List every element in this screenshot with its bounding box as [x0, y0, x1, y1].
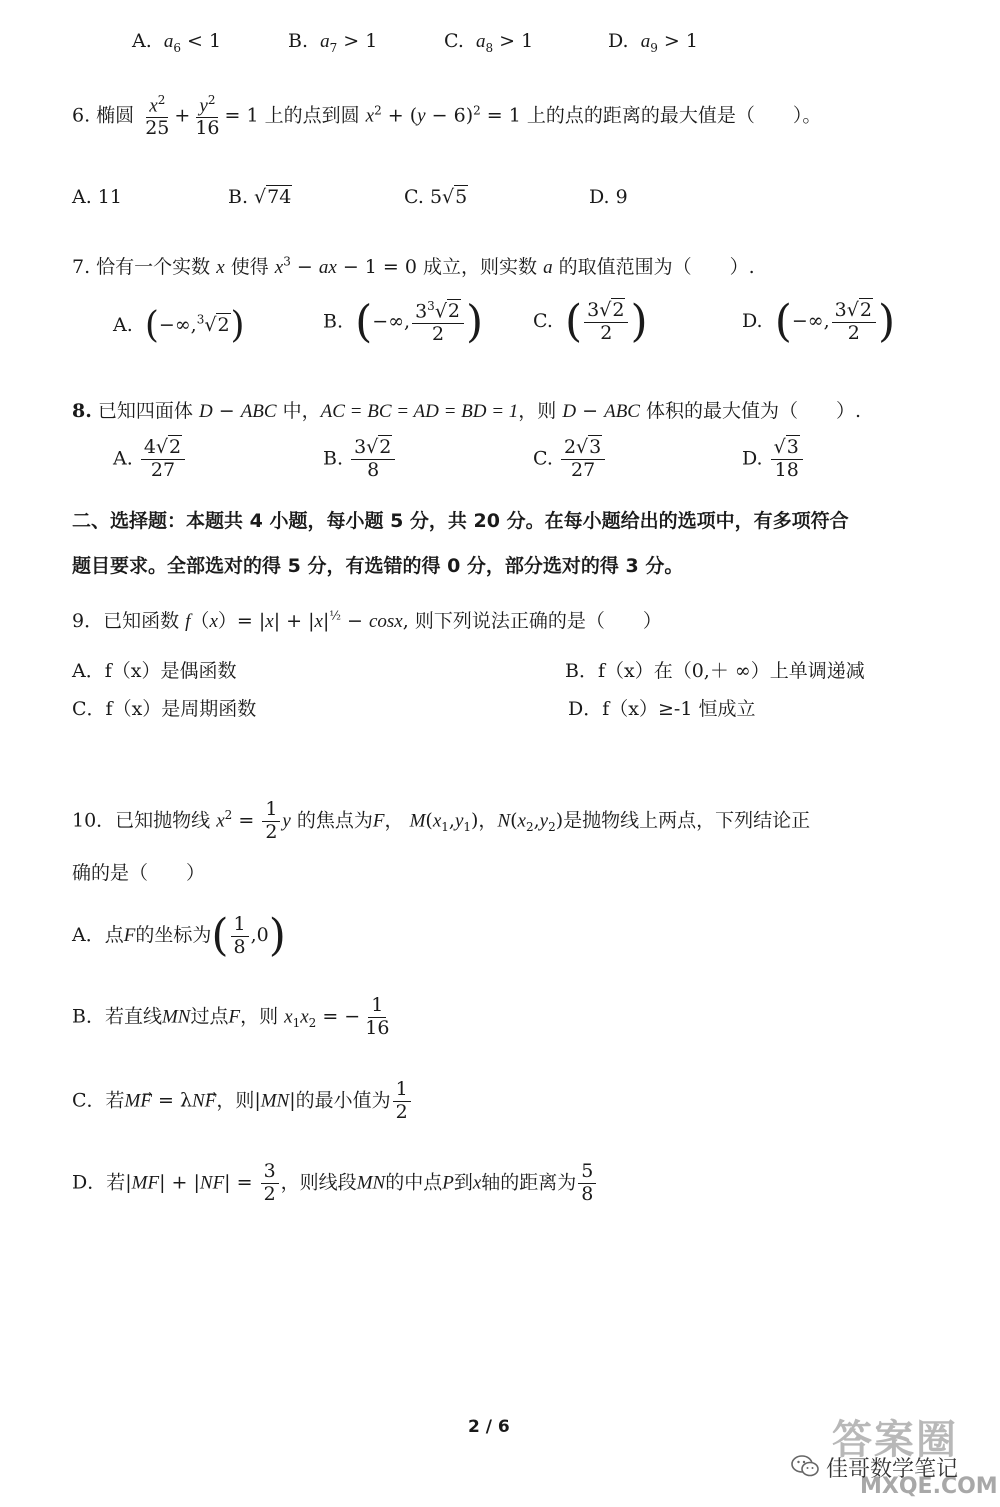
watermark-logo: 答案圈 — [832, 1417, 958, 1463]
q8-option-a: A. $\frac{4√2}{27}$ — [113, 438, 187, 481]
section-2-heading-line1: 二、选择题：本题共 4 小题，每小题 5 分，共 20 分。在每小题给出的选项中，有多项符合 — [72, 510, 849, 532]
q6-option-d: D. 9 — [589, 186, 628, 208]
q8-option-d: D. $\frac{√3}{18}$ — [742, 438, 805, 481]
q7-option-b: B. (−∞, $\frac{3^3√2}{2}$ ) — [323, 296, 484, 348]
q9-option-c: C．f（x）是周期函数 — [72, 698, 257, 720]
q10-option-c: C．若MF⃗ = λNF，则|MN|的最小值为 $\frac{1}{2}$ — [72, 1080, 413, 1123]
q8-option-b: B. $\frac{3√2}{8}$ — [323, 438, 397, 481]
page-number: 2 / 6 — [468, 1417, 510, 1437]
q5-option-b: B. $a_7 > 1$ — [288, 30, 378, 55]
q7-option-d: D. (−∞, $\frac{3√2}{2}$ ) — [742, 296, 896, 347]
q10-option-a: A．点F的坐标为( $\frac{1}{8}$ ,0) — [72, 910, 286, 961]
question-8: 8. 已知四面体 D − ABC 中，AC = BC = AD = BD = 1，则 D − ABC 体积的最大值为（ ）. — [72, 400, 862, 422]
section-2-heading-line2: 题目要求。全部选对的得 5 分，有选错的得 0 分，部分选对的得 3 分。 — [72, 555, 684, 577]
q5-option-c: C. $a_8 > 1$ — [444, 30, 534, 55]
q9-option-a: A．f（x）是偶函数 — [72, 660, 237, 682]
q6-option-a: A. 11 — [72, 186, 122, 208]
question-6: 6. 椭圆 $\frac{x^2}{25}$ + $\frac{y^2}{16}$ = 1 上的点到圆 $x^2 + (y - 6)^2 = 1$ 上的点的距离的最大值是（ ）。 — [72, 93, 822, 140]
q5-option-d: D. $a_9 > 1$ — [608, 30, 698, 55]
question-7: 7. 恰有一个实数 x 使得 $x^3$ − ax − 1 = 0 成立，则实数 a 的取值范围为（ ）. — [72, 254, 755, 278]
question-10: 10．已知抛物线 $x^2$ = $\frac{1}{2}$ y 的焦点为F， $M(x_1,y_1)$，$N(x_2,y_2)$是抛物线上两点，下列结论正 — [72, 798, 811, 843]
q6-option-b: B. √74 — [228, 186, 292, 208]
question-9: 9．已知函数 $f(x)= |x| + |x|^{\frac{1}{2}} - \cos x$, 则下列说法正确的是（ ） — [72, 608, 662, 632]
q8-option-c: C. $\frac{2√3}{27}$ — [533, 438, 607, 481]
wechat-account-name: 佳哥数学笔记 — [826, 1457, 959, 1482]
q5-option-a: A. $a_6 < 1$ — [132, 30, 222, 55]
watermark-url: MXQE.COM — [860, 1474, 998, 1499]
wechat-icon — [790, 1454, 820, 1483]
q10-option-d: D．若|MF| + |NF| = $\frac{3}{2}$ ，则线段MN的中点P到x轴的距离为 $\frac{5}{8}$ — [72, 1162, 598, 1205]
q7-option-c: C. ( $\frac{3√2}{2}$ ) — [533, 296, 648, 347]
question-10-line2: 确的是（ ） — [72, 862, 206, 884]
q9-option-b: B．f（x）在（0,＋ ∞）上单调递减 — [565, 660, 865, 682]
q7-option-a: A. (−∞,$^3$√2) — [113, 305, 245, 346]
q10-option-b: B．若直线MN过点F，则 $x_1x_2$ = − $\frac{1}{16}$ — [72, 994, 390, 1039]
q9-option-d: D．f（x）≥-1 恒成立 — [568, 698, 756, 720]
q6-option-c: C. 5√5 — [404, 186, 468, 208]
